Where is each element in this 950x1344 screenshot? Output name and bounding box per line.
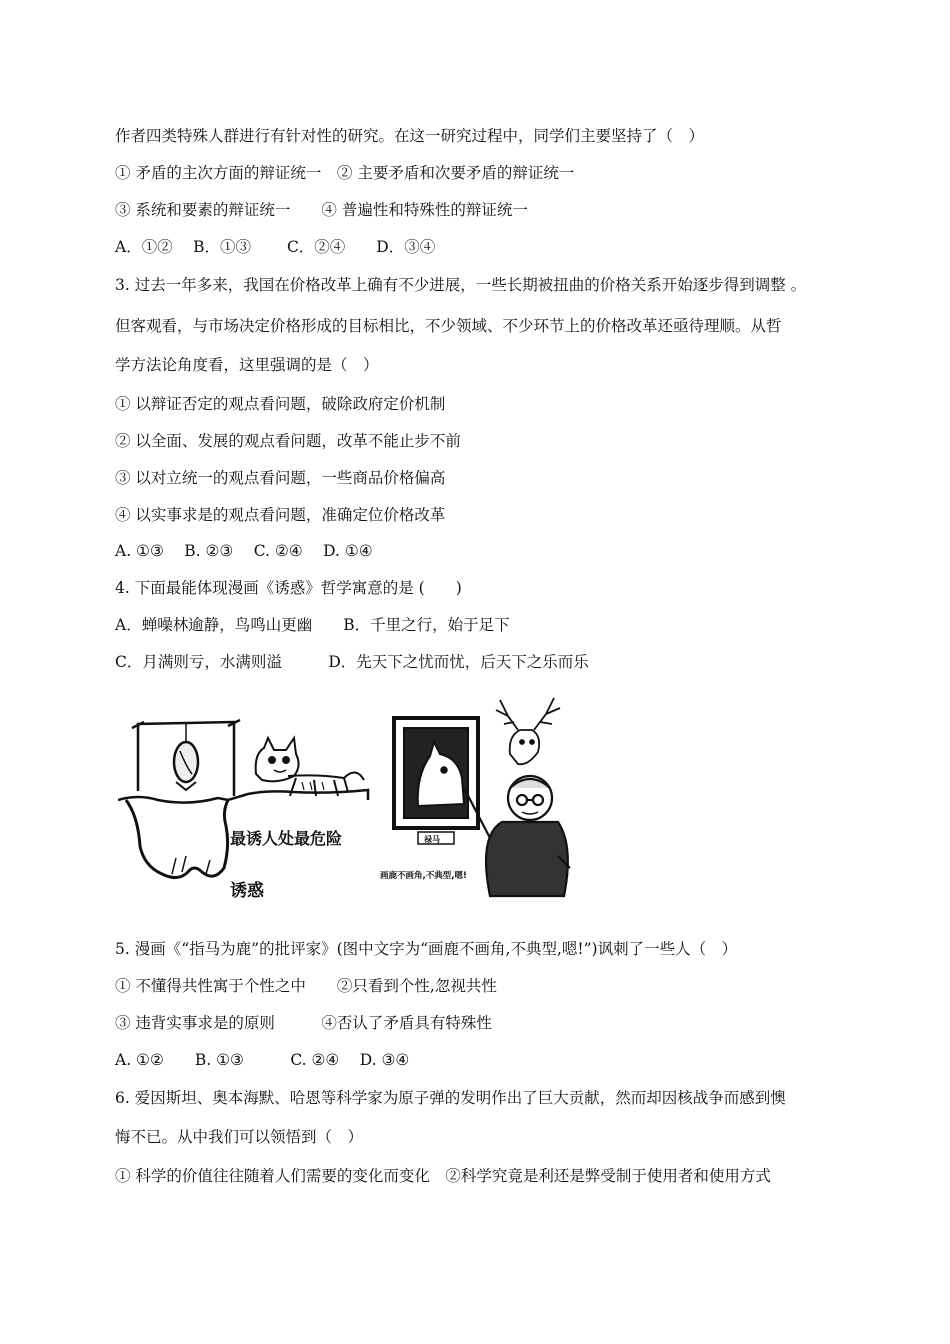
cartoons xyxy=(118,696,598,911)
temptation-cartoon xyxy=(118,720,368,901)
question3-stem-3: 学方法论角度看，这里强调的是（ ） xyxy=(115,356,379,374)
question3-option-2: ② 以全面、发展的观点看问题，改革不能止步不前 xyxy=(115,432,461,450)
question5-choices: A. ①② B. ①③ C. ②④ D. ③④ xyxy=(115,1051,410,1069)
question2-tail: 作者四类特殊人群进行有针对性的研究。在这一研究过程中，同学们主要坚持了（ ） xyxy=(115,127,705,145)
question5-option-1-2: ① 不懂得共性寓于个性之中 ②只看到个性,忽视共性 xyxy=(115,977,497,995)
question3-stem-2: 但客观看，与市场决定价格形成的目标相比，不少领域、不少环节上的价格改革还亟待理顺。从哲 xyxy=(115,317,782,335)
question2-choices: A．①② B．①③ C．②④ D．③④ xyxy=(115,238,436,256)
question2-option-1-2: ① 矛盾的主次方面的辩证统一 ② 主要矛盾和次要矛盾的辩证统一 xyxy=(115,164,575,182)
question3-stem-1: 3. 过去一年多来，我国在价格改革上确有不少进展，一些长期被扭曲的价格关系开始逐步得到调整 。 xyxy=(115,276,807,294)
question5-stem: 5. 漫画《“指马为鹿”的批评家》(图中文字为“画鹿不画角,不典型,嗯!”)讽刺了一些人（ ） xyxy=(115,940,738,958)
temptation-title: 诱惑 xyxy=(230,881,264,901)
question4-options-ab: A．蝉噪林逾静，鸟鸣山更幽 B．千里之行，始于足下 xyxy=(115,616,510,634)
deer-thought-illustration xyxy=(496,698,560,764)
frame-plaque-label: 禄马 xyxy=(424,835,440,844)
horse-deer-caption: 画鹿不画角,不典型,嗯! xyxy=(380,871,467,881)
question6-stem-2: 悔不已。从中我们可以领悟到（ ） xyxy=(115,1128,364,1146)
question4-options-cd: C．月满则亏，水满则溢 D．先天下之忧而忧，后天下之乐而乐 xyxy=(115,653,589,671)
question3-option-1: ① 以辩证否定的观点看问题，破除政府定价机制 xyxy=(115,395,446,413)
question5-option-3-4: ③ 违背实事求是的原则 ④否认了矛盾具有特殊性 xyxy=(115,1014,492,1032)
question2-option-3-4: ③ 系统和要素的辩证统一 ④ 普遍性和特殊性的辩证统一 xyxy=(115,201,528,219)
question6-options-1-2: ① 科学的价值往往随着人们需要的变化而变化 ②科学究竟是利还是弊受制于使用者和使用方式 xyxy=(115,1167,771,1185)
cat-illustration xyxy=(256,738,364,796)
question6-stem-1: 6. 爱因斯坦、奥本海默、哈恩等科学家为原子弹的发明作出了巨大贡献，然而却因核战争而感到懊 xyxy=(115,1089,786,1107)
temptation-caption: 最诱人处最危险 xyxy=(230,829,343,848)
question4-stem: 4. 下面最能体现漫画《诱惑》哲学寓意的是 ( ) xyxy=(115,579,462,597)
question3-option-4: ④ 以实事求是的观点看问题，准确定位价格改革 xyxy=(115,506,446,524)
horse-deer-cartoon xyxy=(380,698,570,896)
question3-option-3: ③ 以对立统一的观点看问题，一些商品价格偏高 xyxy=(115,469,446,487)
question3-choices: A. ①③ B. ②③ C. ②④ D. ①④ xyxy=(115,542,373,560)
